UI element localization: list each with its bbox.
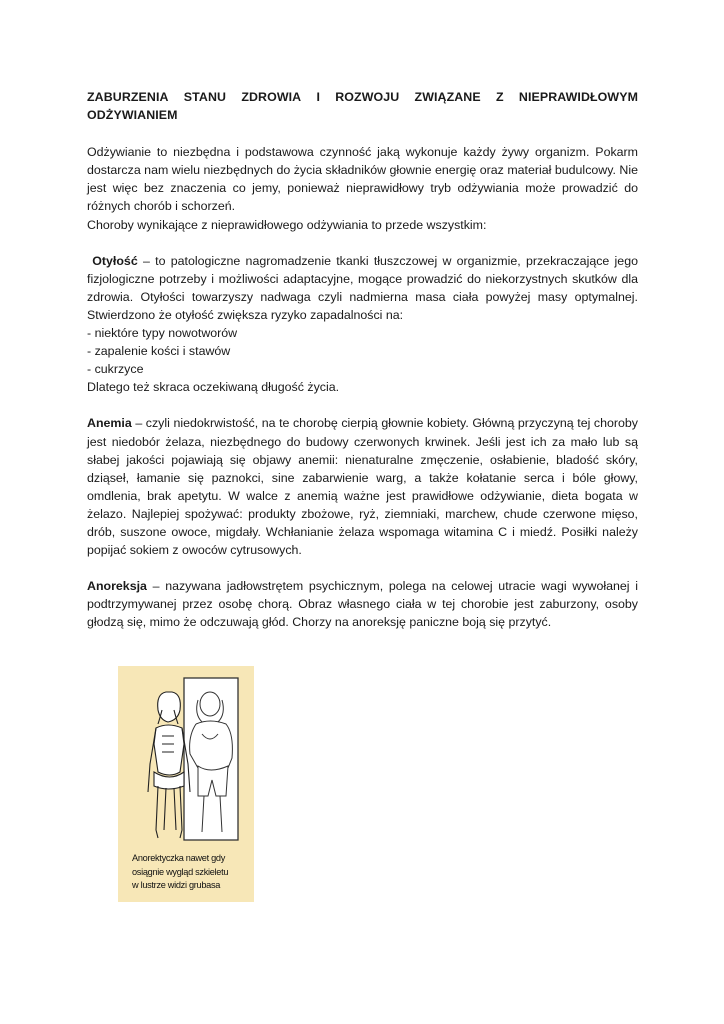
title-word: I bbox=[316, 90, 320, 104]
title-word: ZABURZENIA bbox=[87, 90, 169, 104]
title-word: ZDROWIA bbox=[241, 90, 302, 104]
caption-line: w lustrze widzi grubasa bbox=[132, 880, 221, 890]
title-word: STANU bbox=[183, 90, 227, 104]
intro-lead-in: Choroby wynikające z nieprawidłowego odżywiania to przede wszystkim: bbox=[87, 217, 487, 232]
anorexia-term: Anoreksja bbox=[87, 579, 147, 594]
obesity-paragraph bbox=[87, 252, 638, 324]
caption-line: Anorektyczka nawet gdy bbox=[132, 853, 225, 863]
title-word: ROZWOJU bbox=[335, 90, 400, 104]
anemia-paragraph bbox=[87, 414, 638, 559]
anorexia-paragraph bbox=[87, 577, 638, 631]
risk-item: - niektóre typy nowotworów bbox=[87, 326, 238, 341]
caption-line: osiągnie wygląd szkieletu bbox=[132, 866, 229, 877]
title-word: Z bbox=[495, 90, 504, 104]
obesity-term: Otyłość bbox=[92, 253, 138, 268]
anorexia-text: – nazywana jadłowstrętem psychicznym, polega na celowej utracie wagi wywołanej i podtrzymywanej przez osobę chorą. Obraz własnego ciała w tej chorobie jest zaburzony, osoby głodzą się, mimo że odczuwają głód. Chorzy na anoreksję paniczne boją się przytyć. bbox=[87, 579, 638, 630]
mirror-frame bbox=[184, 678, 238, 840]
illustration-caption bbox=[132, 852, 250, 893]
intro-paragraph: Odżywianie to niezbędna i podstawowa czynność jaką wykonuje każdy żywy organizm. Pokarm dostarcza nam wielu niezbędnych do życia składników głownie energię oraz materiał budulcowy. Nie jest więc bez znaczenia co jemy, ponieważ nieprawidłowy tryb odżywiania może prowadzić do różnych chorób i schorzeń. bbox=[87, 145, 638, 214]
title-line-2: ODŻYWIANIEM bbox=[87, 108, 178, 123]
title-word: NIEPRAWIDŁOWYM bbox=[518, 90, 638, 104]
document-body bbox=[87, 88, 638, 631]
risk-item: - zapalenie kości i stawów bbox=[87, 344, 231, 359]
title-line-1 bbox=[87, 88, 638, 106]
anemia-term: Anemia bbox=[87, 416, 132, 431]
anorexia-illustration bbox=[118, 666, 254, 902]
obesity-text: – to patologiczne nagromadzenie tkanki tłuszczowej w organizmie, przekraczające jego fizjologiczne potrzeby i możliwości adaptacyjne, mogące prowadzić do niekorzystnych skutków dla zdrowia. Otyłości towarzyszy nadwaga czyli nadmierna masa ciała powyżej masy optymalnej. Stwierdzono że otyłość zwiększa ryzyko zapadalności na: bbox=[87, 253, 638, 322]
risk-item: - cukrzyce bbox=[87, 362, 144, 377]
document-title bbox=[87, 88, 638, 124]
anemia-text: – czyli niedokrwistość, na te chorobę cierpią głownie kobiety. Główną przyczyną tej choroby jest niedobór żelaza, niezbędnego do budowy czerwonych krwinek. Jeśli jest ich za mało lub są słabej jakości pojawiają się objawy anemii: nienaturalne zmęczenie, osłabienie, bladość skóry, dziąseł, łamanie się paznokci, sine zabarwienie warg, a także kołatanie serca i bóle głowy, omdlenia, brak apetytu. W walce z anemią ważne jest prawidłowe odżywianie, dieta bogata w żelazo. Najlepiej spożywać: produkty zbożowe, ryż, ziemniaki, marchew, chude czerwone mięso, drób, suszone owoce, migdały. Wchłanianie żelaza wspomaga witamina C i miedź. Posiłki należy popijać sokiem z owoców cytrusowych. bbox=[87, 416, 638, 558]
title-word: ZWIĄZANE bbox=[414, 90, 481, 104]
obesity-closing: Dlatego też skraca oczekiwaną długość życia. bbox=[87, 380, 340, 395]
